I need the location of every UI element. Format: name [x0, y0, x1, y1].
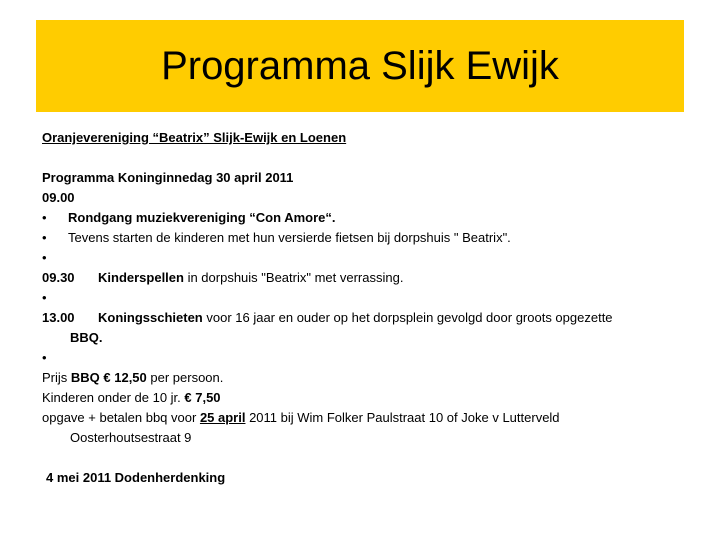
signup-date: 25 april: [199, 410, 246, 425]
item-2-text: Tevens starten de kinderen met hun versierde fietsen bij dorpshuis " Beatrix".: [68, 230, 511, 245]
empty-bullet-line: [42, 288, 682, 308]
time-0900: 09.00: [42, 190, 75, 205]
item-time: 09.30: [42, 270, 75, 285]
program-title: Programma Koninginnedag 30 april 2011: [42, 170, 294, 185]
kids-bold: € 7,50: [184, 390, 221, 405]
kids-price-line: [42, 388, 682, 408]
price-pre: Prijs: [42, 370, 71, 385]
empty-bullet-line: [42, 248, 682, 268]
signup-pre: opgave + betalen bbq voor: [42, 410, 200, 425]
item-time: 13.00: [42, 310, 75, 325]
bullet: •: [42, 250, 47, 265]
item-1-text: Rondgang muziekvereniging “Con Amore“.: [68, 210, 336, 225]
item-bold: Kinderspellen: [98, 270, 184, 285]
organisation-heading: Oranjevereniging “Beatrix” Slijk-Ewijk en Loenen: [42, 130, 347, 145]
item-bold: Koningsschieten: [98, 310, 203, 325]
title-banner: [36, 20, 684, 112]
bullet: •: [42, 350, 47, 365]
kids-pre: Kinderen onder de 10 jr.: [42, 390, 185, 405]
page-title: Programma Slijk Ewijk: [161, 43, 559, 88]
bullet: •: [42, 230, 47, 245]
price-bold: BBQ € 12,50: [70, 370, 147, 385]
price-line: [42, 368, 682, 388]
empty-bullet-line: [42, 348, 682, 368]
signup-line: [42, 408, 682, 428]
program-item-1300-cont: BBQ.: [70, 330, 103, 345]
program-content: [42, 128, 682, 488]
item-rest: voor 16 jaar en ouder op het dorpsplein gevolgd door groots opgezette: [202, 310, 613, 325]
program-item-2: [42, 228, 682, 248]
price-post: per persoon.: [146, 370, 224, 385]
signup-post: 2011 bij Wim Folker Paulstraat 10 of Joke v Lutterveld: [245, 410, 560, 425]
spacer: [42, 448, 682, 468]
program-item-1: [42, 208, 682, 228]
signup-address-cont: Oosterhoutsestraat 9: [70, 430, 192, 445]
program-item-0930: [42, 268, 682, 288]
spacer: [42, 148, 682, 168]
footer-event: 4 mei 2011 Dodenherdenking: [46, 470, 226, 485]
bullet: •: [42, 290, 47, 305]
item-rest: in dorpshuis "Beatrix" met verrassing.: [183, 270, 404, 285]
program-item-1300: [42, 308, 682, 328]
bullet: •: [42, 210, 47, 225]
